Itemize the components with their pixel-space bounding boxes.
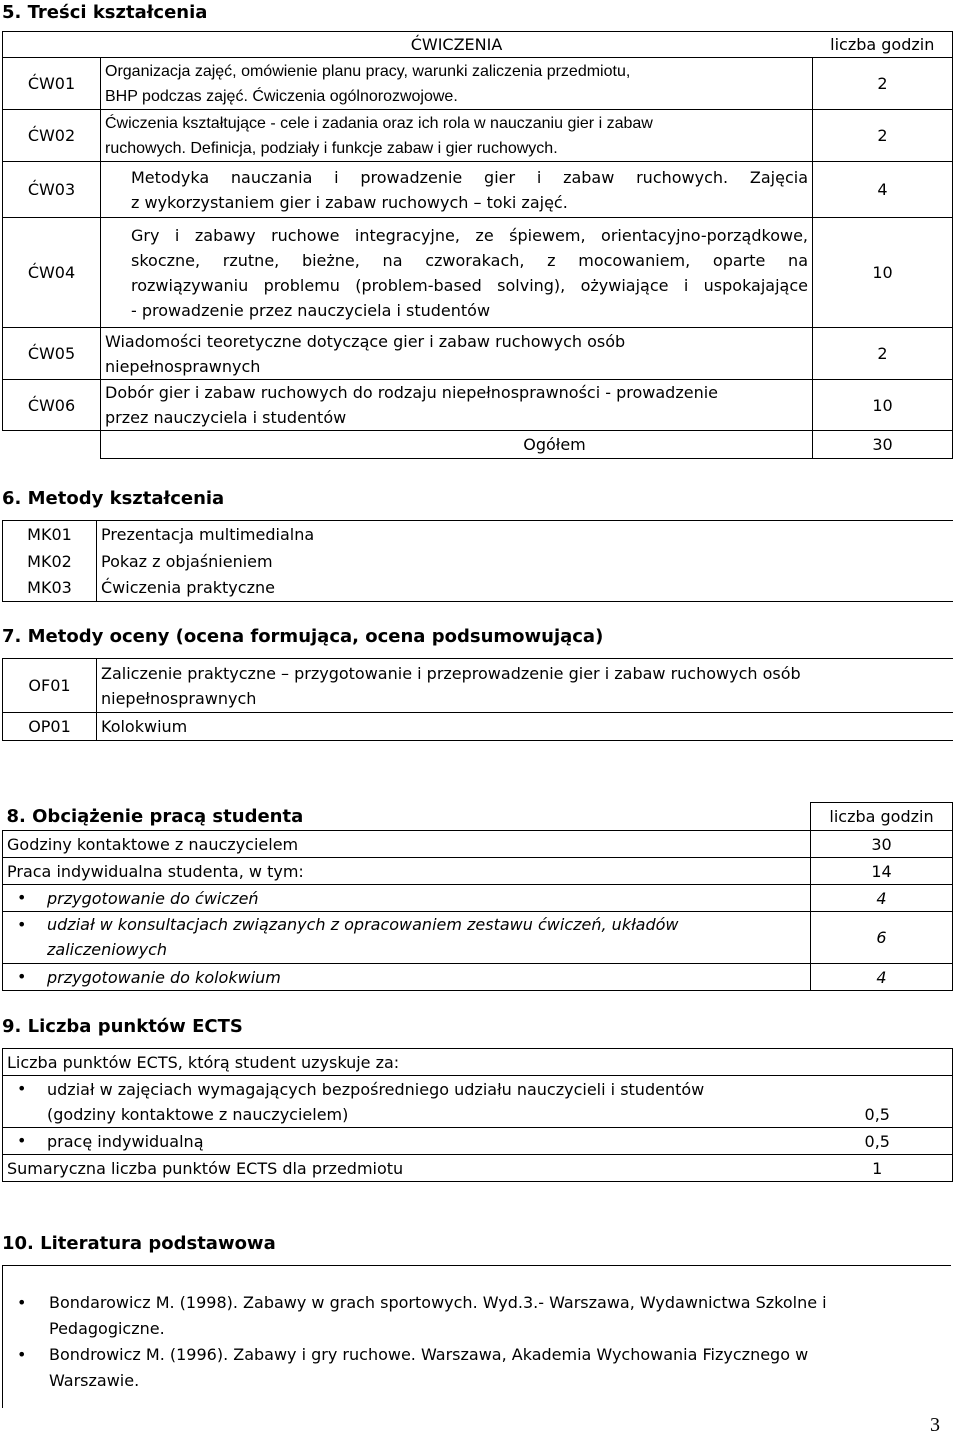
row-text: Wiadomości teoretyczne dotyczące gier i zabaw ruchowych osób — [105, 331, 626, 351]
table-row — [3, 521, 953, 548]
row-text: rozwiązywaniu problemu (problem-based solving), ożywiające i uspokajające — [131, 275, 808, 295]
literature-text: Warszawie. — [49, 1371, 140, 1390]
row-label: • pracę indywidualną — [3, 1128, 803, 1155]
row-text: przez nauczyciela i studentów — [105, 408, 347, 427]
row-text: skoczne, rzutne, bieżne, na czworakach, z mocowaniem, oparte na — [131, 250, 808, 270]
table-row — [3, 885, 953, 912]
row-text: Kolokwium — [97, 713, 953, 741]
row-text: Metodyka nauczania i prowadzenie gier i zabaw ruchowych. Zajęcia — [131, 167, 808, 187]
row-text: z wykorzystaniem gier i zabaw ruchowych – toki zajęć. — [131, 192, 568, 212]
row-text: Pokaz z objaśnieniem — [97, 548, 953, 575]
total-label: Ogółem — [101, 431, 813, 459]
row-code: ĆW06 — [3, 380, 101, 431]
table-row — [3, 831, 953, 858]
row-label: zaliczeniowych — [47, 940, 167, 959]
content-table — [2, 31, 953, 459]
row-value: 1 — [803, 1155, 953, 1182]
table-row — [3, 659, 953, 713]
row-code: MK01 — [3, 521, 97, 548]
col-exercises-header: ĆWICZENIA — [101, 32, 813, 58]
table-row — [3, 548, 953, 575]
table-row — [3, 1076, 953, 1128]
row-hours: 2 — [813, 328, 953, 380]
col-hours-header: liczba godzin — [811, 803, 953, 831]
table-row — [3, 380, 953, 431]
row-text: niepełnosprawnych — [105, 356, 261, 376]
row-code: OF01 — [3, 659, 97, 713]
row-value: 0,5 — [803, 1076, 953, 1128]
row-code: ĆW01 — [3, 58, 101, 110]
literature-box — [2, 1265, 951, 1408]
literature-text: Pedagogiczne. — [49, 1319, 165, 1338]
row-label: • udział w konsultacjach związanych z opracowaniem zestawu ćwiczeń, układów — [47, 915, 679, 934]
literature-item — [3, 1342, 943, 1394]
row-label: (godziny kontaktowe z nauczycielem) — [47, 1104, 349, 1124]
row-value: 6 — [811, 912, 953, 964]
row-text: - prowadzenie przez nauczyciela i studentów — [131, 300, 491, 320]
row-code: OP01 — [3, 713, 97, 741]
row-hours: 10 — [813, 218, 953, 328]
row-label: Godziny kontaktowe z nauczycielem — [3, 831, 811, 858]
workload-table — [2, 802, 953, 991]
table-row — [3, 575, 953, 602]
section-7-heading: 7. Metody oceny (ocena formująca, ocena podsumowująca) — [2, 626, 604, 647]
ects-table — [2, 1048, 953, 1182]
row-value: 30 — [811, 831, 953, 858]
row-label: • przygotowanie do kolokwium — [3, 964, 811, 991]
row-label: Praca indywidualna studenta, w tym: — [3, 858, 811, 885]
table-row — [3, 912, 953, 964]
row-text: Dobór gier i zabaw ruchowych do rodzaju niepełnosprawności - prowadzenie — [105, 383, 719, 402]
section-9-heading: 9. Liczba punktów ECTS — [2, 1016, 243, 1037]
row-code: ĆW04 — [3, 218, 101, 328]
table-row — [3, 858, 953, 885]
table-row — [3, 218, 953, 328]
row-label: • przygotowanie do ćwiczeń — [3, 885, 811, 912]
row-text: BHP podczas zajęć. Ćwiczenia ogólnorozwojowe. — [105, 87, 458, 105]
row-text: niepełnosprawnych — [101, 688, 257, 708]
row-code: ĆW02 — [3, 110, 101, 162]
ects-intro: Liczba punktów ECTS, którą student uzyskuje za: — [3, 1049, 953, 1076]
literature-text: • Bondarowicz M. (1998). Zabawy w grach sportowych. Wyd.3.- Warszawa, Wydawnictwa Szkolne i — [49, 1293, 827, 1312]
row-value: 4 — [811, 964, 953, 991]
row-hours: 4 — [813, 162, 953, 218]
table-row — [3, 964, 953, 991]
table-row — [3, 328, 953, 380]
table-row — [3, 713, 953, 741]
methods-table — [2, 520, 953, 602]
row-hours: 2 — [813, 110, 953, 162]
page-number: 3 — [930, 1414, 940, 1436]
table-row — [3, 162, 953, 218]
row-code: ĆW05 — [3, 328, 101, 380]
row-label: Sumaryczna liczba punktów ECTS dla przedmiotu — [3, 1155, 803, 1182]
literature-text: • Bondrowicz M. (1996). Zabawy i gry ruchowe. Warszawa, Akademia Wychowania Fizycznego w — [49, 1345, 809, 1364]
assessment-table — [2, 658, 953, 741]
section-8-heading: 8. Obciążenie pracą studenta — [6, 805, 304, 827]
row-text: Organizacja zajęć, omówienie planu pracy, warunki zaliczenia przedmiotu, — [105, 62, 631, 80]
literature-item — [3, 1290, 943, 1342]
table-row — [3, 58, 953, 110]
row-text: Zaliczenie praktyczne – przygotowanie i przeprowadzenie gier i zabaw ruchowych osób — [101, 663, 801, 683]
table-row — [3, 110, 953, 162]
row-value: 4 — [811, 885, 953, 912]
row-code: MK02 — [3, 548, 97, 575]
row-code: ĆW03 — [3, 162, 101, 218]
row-text: Gry i zabawy ruchowe integracyjne, ze śpiewem, orientacyjno-porządkowe, — [131, 225, 808, 245]
row-code: MK03 — [3, 575, 97, 602]
row-text: Ćwiczenia praktyczne — [97, 575, 953, 602]
table-row — [3, 1128, 953, 1155]
table-row — [3, 1155, 953, 1182]
row-value: 14 — [811, 858, 953, 885]
section-10-heading: 10. Literatura podstawowa — [2, 1233, 276, 1254]
row-text: Ćwiczenia kształtujące - cele i zadania oraz ich rola w nauczaniu gier i zabaw — [105, 114, 653, 132]
row-text: ruchowych. Definicja, podziały i funkcje zabaw i gier ruchowych. — [105, 139, 558, 157]
col-hours-header: liczba godzin — [813, 32, 953, 58]
row-text: Prezentacja multimedialna — [97, 521, 953, 548]
row-hours: 10 — [813, 380, 953, 431]
total-hours: 30 — [813, 431, 953, 459]
section-5-heading: 5. Treści kształcenia — [2, 2, 208, 23]
row-label: • udział w zajęciach wymagających bezpośredniego udziału nauczycieli i studentów — [47, 1079, 705, 1099]
row-hours: 2 — [813, 58, 953, 110]
row-value: 0,5 — [803, 1128, 953, 1155]
section-6-heading: 6. Metody kształcenia — [2, 488, 225, 509]
